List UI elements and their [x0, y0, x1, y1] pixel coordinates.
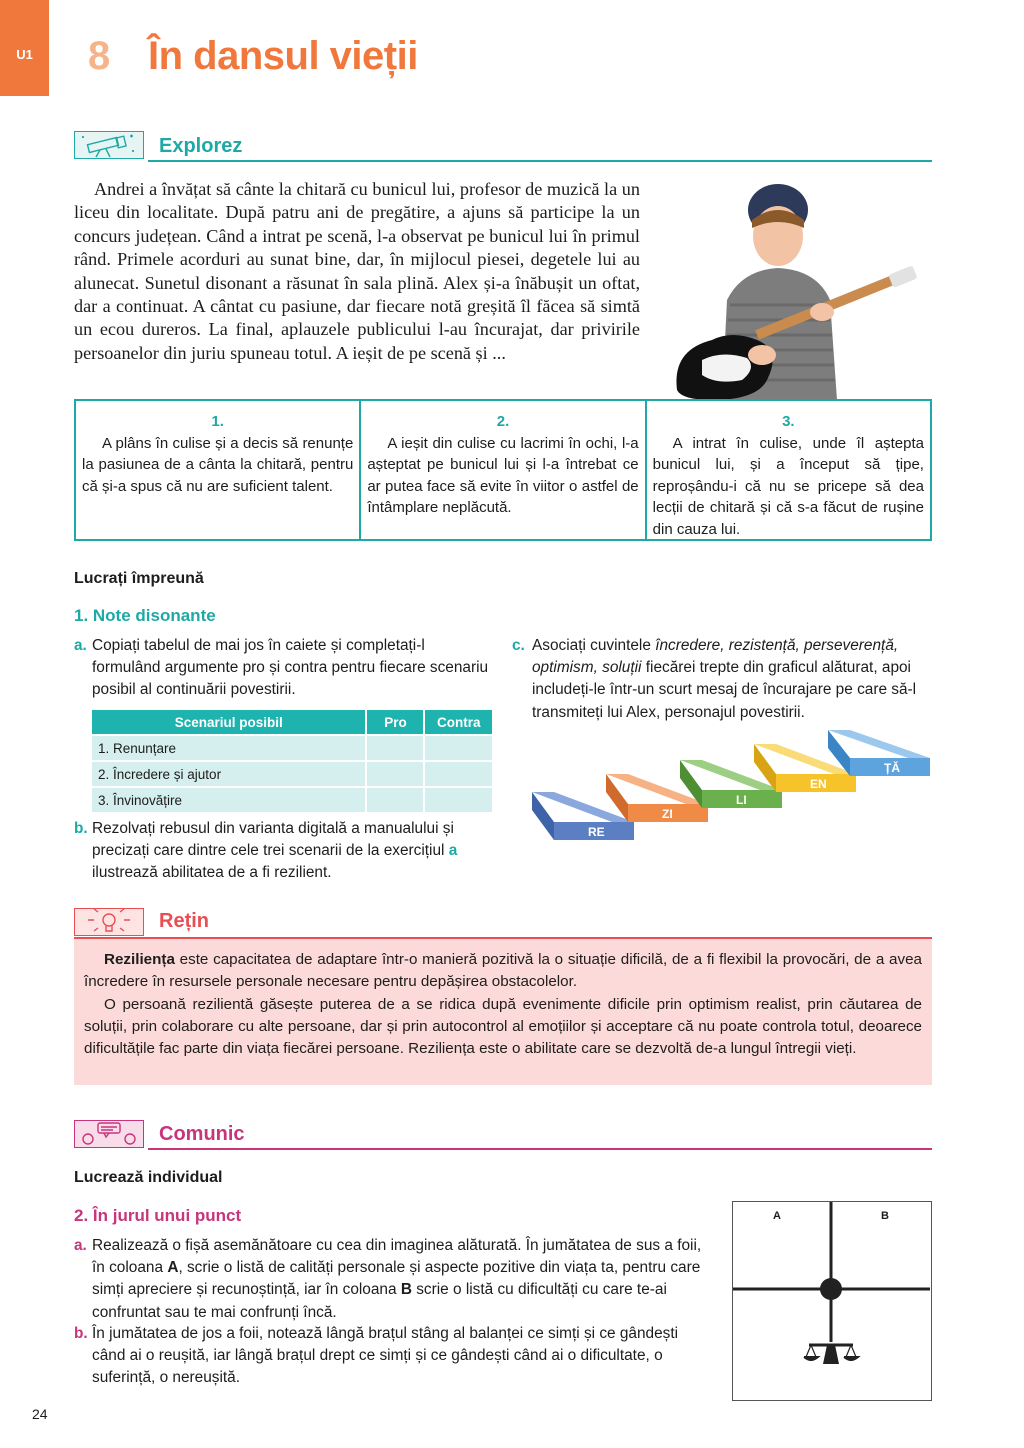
exercise-1a [74, 635, 494, 702]
comunic-title: Comunic [159, 1123, 245, 1145]
svg-text:ȚĂ: ȚĂ [884, 761, 900, 775]
exercise-2a [74, 1235, 714, 1324]
resilience-steps [530, 728, 935, 843]
retin-box [74, 937, 932, 1085]
table-row [92, 761, 492, 787]
svg-text:EN: EN [810, 777, 827, 791]
svg-text:ZI: ZI [662, 807, 673, 821]
exercise-2a-text: Realizează o fișă asemănătoare cu cea din imaginea alăturată. În jumătatea de sus a foii, în coloana A, scrie o listă de calități personale și aspecte pozitive din viața ta, pentru care simți apreciere și recunoștință, iar în coloana B scrie o listă cu dificultăți cu care te-ai confruntat sau te mai confrunți încă. [92, 1237, 702, 1321]
scale-icon [733, 1202, 930, 1399]
balance-scheme [732, 1201, 932, 1401]
individual-heading: Lucrează individual [74, 1169, 223, 1186]
svg-text:RE: RE [588, 825, 605, 839]
exercise-1a-text: Copiați tabelul de mai jos în caiete și completați-l formulând argumente pro și contra pentru fiecare scenariu posibil al continuării povestirii. [92, 637, 489, 699]
option-1 [76, 401, 359, 539]
column-b-label: B [881, 1210, 889, 1222]
story-text: Andrei a învățat să cânte la chitară cu bunicul lui, profesor de muzică la un liceu din localitate. După patru ani de pregătire, a ajuns să participe la un concurs județean. Când a intrat pe scenă, l-a observat pe bunicul lui în primul rând. Primele acorduri au sunat bine, dar, în mijlocul piesei, degetele lui au alunecat. Sunetul disonant a răsunat în sala plină. Alex și-a înăbușit un oftat, dar a continuat. A cântat cu pasiune, dar fiecare notă greșită îl făcea să simtă un ecou dureros. La final, aplauzele publicului l-au încurajat, dar privirile persoanelor din juriu spuneau totul. A ieșit de pe scenă și ... [74, 179, 640, 363]
table-header: Contra [424, 710, 492, 735]
table-header: Pro [366, 710, 424, 735]
step-ta [828, 730, 930, 776]
item-letter: b. [74, 1325, 88, 1342]
scenario-options [74, 399, 932, 541]
option-3 [645, 401, 930, 539]
lesson-title: În dansul vieții [148, 34, 418, 78]
exercise-1c-text: Asociați cuvintele încredere, rezistență, perseverență, optimism, soluții fiecărei trepte din graficul alăturat, apoi includeți-le într-un scurt mesaj de încurajare pe care să-l transmiteți lui Alex, personajul povestirii. [532, 637, 917, 721]
table-cell: 2. Încredere și ajutor [92, 761, 366, 787]
exercise-1c [512, 635, 932, 724]
exercise-2-title: 2. În jurul unui punct [74, 1206, 242, 1225]
speech-bubble-icon [74, 1120, 144, 1148]
lesson-number: 8 [88, 34, 111, 78]
item-letter: c. [512, 637, 525, 654]
page-number: 24 [32, 1406, 48, 1422]
unit-tab: U1 [0, 0, 49, 96]
item-letter: a. [74, 1237, 87, 1254]
explorez-rule [148, 160, 932, 162]
item-letter: b. [74, 820, 88, 837]
table-row [92, 787, 492, 812]
option-number: 3. [782, 413, 795, 430]
item-letter: a. [74, 637, 87, 654]
group-work-heading: Lucrați împreună [74, 570, 204, 587]
lightbulb-icon [74, 908, 144, 936]
comunic-rule [148, 1148, 932, 1150]
option-text: A ieșit din culise cu lacrimi în ochi, l-a așteptat pe bunicul lui și l-a întrebat ce ar putea face să evite în viitor o astfel de întâmplare neplăcută. [367, 434, 639, 516]
option-number: 2. [496, 413, 510, 430]
option-number: 1. [211, 413, 224, 430]
table-cell: 3. Învinovățire [92, 787, 366, 812]
svg-text:LI: LI [736, 793, 747, 807]
table-row [92, 735, 492, 761]
exercise-1b-text: Rezolvați rebusul din varianta digitală a manualului și precizați care dintre cele trei scenarii de la exercițiul a ilustrează abilitatea de a fi rezilient. [92, 820, 458, 882]
scenario-table [92, 710, 492, 812]
column-a-label: A [773, 1210, 781, 1222]
option-2 [359, 401, 644, 539]
option-text: A intrat în culise, unde îl aștepta bunicul lui, și a început să țipe, reproșându-i că nu se pricepe să dea lecții de chitară și că s-a făcut de rușine din cauza lui. [652, 434, 924, 538]
retin-title: Rețin [159, 910, 209, 932]
exercise-1-title: 1. Note disonante [74, 606, 216, 625]
retin-paragraph-2: O persoană rezilientă găsește puterea de a se ridica după evenimente dificile prin optimism realist, prin căutarea de soluții, prin colaborare cu alte persoane, dar și prin autocontrol al emoțiilor și acceptare că nu poate controla totul, deoarece dificultățile fac parte din viața fiecărei persoane. Reziliența este o abilitate care se dezvoltă de-a lungul întregii vieți. [84, 995, 922, 1058]
option-text: A plâns în culise și a decis să renunțe la pasiunea de a cânta la chitară, pentru că și-a spus că nu are suficient talent. [82, 434, 354, 495]
exercise-1b [74, 818, 494, 885]
table-cell: 1. Renunțare [92, 735, 366, 761]
explorez-title: Explorez [159, 135, 243, 157]
table-header: Scenariul posibil [92, 710, 366, 735]
retin-paragraph-1: Reziliența este capacitatea de adaptare într-o manieră pozitivă la o situație dificilă, de a fi flexibil la provocări, de a avea încredere în resursele personale necesare pentru depășirea obstacolelor. [84, 951, 922, 991]
exercise-2b-text: În jumătatea de jos a foii, notează lângă brațul stâng al balanței ce simți și ce gândești când ai o reușită, iar lângă brațul drept ce simți și ce gândești când ai o dificultate, o suferință, o nereușită. [92, 1325, 679, 1387]
telescope-icon [74, 131, 144, 159]
exercise-2b [74, 1323, 714, 1390]
boy-guitar-photo [672, 180, 922, 400]
